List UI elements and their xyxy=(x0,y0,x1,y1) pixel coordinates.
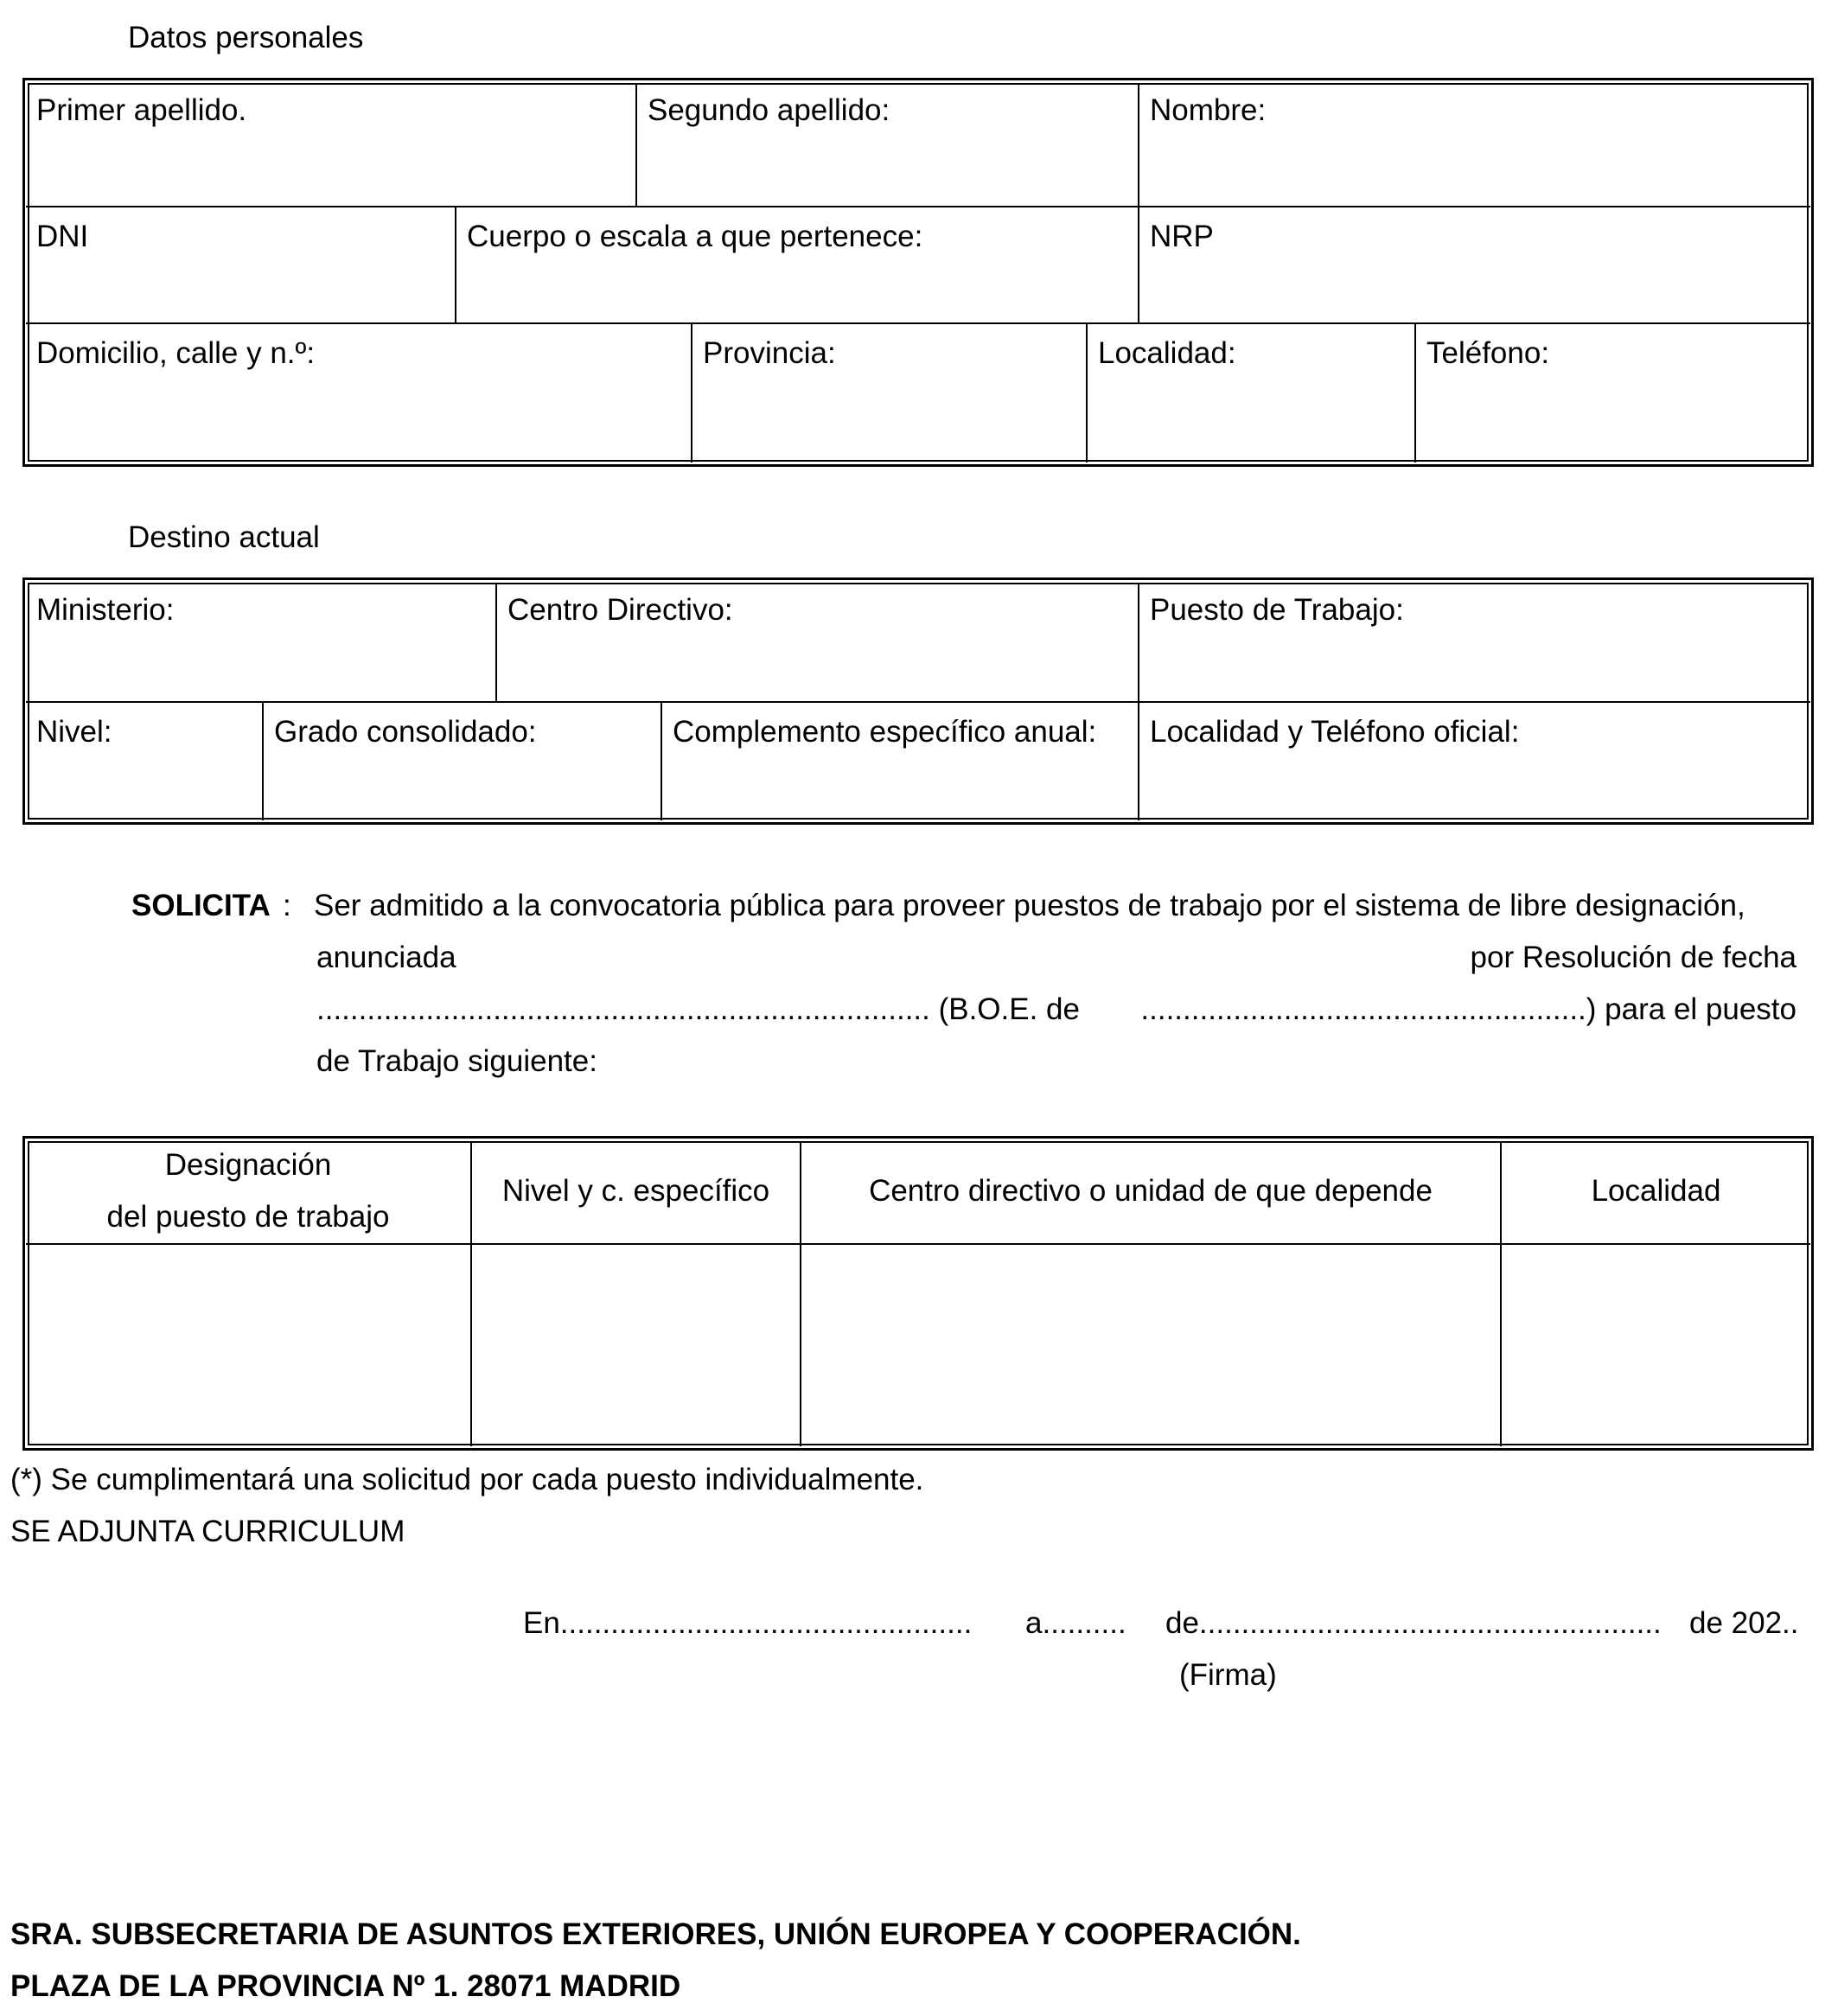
segundo-apellido-field[interactable]: Segundo apellido: xyxy=(648,93,890,127)
grado-consolidado-field[interactable]: Grado consolidado: xyxy=(274,715,537,749)
boe-fecha-line[interactable]: ......................................................................... (B.O.E. de xyxy=(316,992,1080,1026)
signature-month-field[interactable]: de....................................................... xyxy=(1165,1606,1662,1640)
solicita-line2-left: anunciada xyxy=(316,941,456,974)
domicilio-field[interactable]: Domicilio, calle y n.º: xyxy=(36,336,316,370)
address-line: PLAZA DE LA PROVINCIA Nº 1. 28071 MADRID xyxy=(10,1969,681,2003)
boe-date-line[interactable]: .....................................................) para el puesto xyxy=(1140,992,1797,1026)
note-individual: (*) Se cumplimentará una solicitud por cada puesto individualmente. xyxy=(10,1463,924,1496)
nivel-field[interactable]: Nivel: xyxy=(36,715,112,749)
note-curriculum: SE ADJUNTA CURRICULUM xyxy=(10,1515,405,1548)
signature-year-field[interactable]: de 202.. xyxy=(1689,1606,1799,1640)
ministerio-field[interactable]: Ministerio: xyxy=(36,593,175,627)
dni-field[interactable]: DNI xyxy=(36,220,89,253)
designacion-header-line1: Designación xyxy=(164,1148,332,1182)
localidad-header: Localidad xyxy=(1591,1174,1721,1208)
solicita-colon: : xyxy=(283,889,291,922)
localidad-input[interactable] xyxy=(1502,1245,1810,1446)
designacion-header xyxy=(26,1139,470,1243)
centro-directivo-field[interactable]: Centro Directivo: xyxy=(507,593,733,627)
localidad-field[interactable]: Localidad: xyxy=(1098,336,1236,370)
solicita-line4: de Trabajo siguiente: xyxy=(316,1044,597,1078)
solicita-line2-right: por Resolución de fecha xyxy=(1470,941,1797,974)
nrp-field[interactable]: NRP xyxy=(1150,220,1214,253)
localidad-telefono-oficial-field[interactable]: Localidad y Teléfono oficial: xyxy=(1150,715,1520,749)
signature-day-field[interactable]: a.......... xyxy=(1025,1606,1126,1640)
complemento-especifico-field[interactable]: Complemento específico anual: xyxy=(673,715,1097,749)
firma-label: (Firma) xyxy=(1179,1658,1277,1692)
designacion-header-line2: del puesto de trabajo xyxy=(106,1200,390,1234)
solicita-line1: Ser admitido a la convocatoria pública para proveer puestos de trabajo por el sistema de libre designación, xyxy=(314,889,1745,922)
primer-apellido-field[interactable]: Primer apellido. xyxy=(36,93,247,127)
nivel-especifico-input[interactable] xyxy=(472,1245,800,1446)
centro-directivo-input[interactable] xyxy=(801,1245,1500,1446)
nivel-especifico-header: Nivel y c. específico xyxy=(501,1174,770,1208)
solicita-label: SOLICITA xyxy=(131,889,271,922)
cuerpo-escala-field[interactable]: Cuerpo o escala a que pertenece: xyxy=(467,220,923,253)
designacion-input[interactable] xyxy=(26,1245,470,1446)
nombre-field[interactable]: Nombre: xyxy=(1150,93,1267,127)
personal-heading: Datos personales xyxy=(128,21,364,54)
centro-directivo-header: Centro directivo o unidad de que depende xyxy=(869,1174,1433,1208)
signature-en-field[interactable]: En................................................. xyxy=(523,1606,973,1640)
provincia-field[interactable]: Provincia: xyxy=(703,336,836,370)
telefono-field[interactable]: Teléfono: xyxy=(1426,336,1550,370)
destino-heading: Destino actual xyxy=(128,520,320,554)
puesto-trabajo-field[interactable]: Puesto de Trabajo: xyxy=(1150,593,1404,627)
recipient-line: SRA. SUBSECRETARIA DE ASUNTOS EXTERIORES, UNIÓN EUROPEA Y COOPERACIÓN. xyxy=(10,1917,1301,1951)
